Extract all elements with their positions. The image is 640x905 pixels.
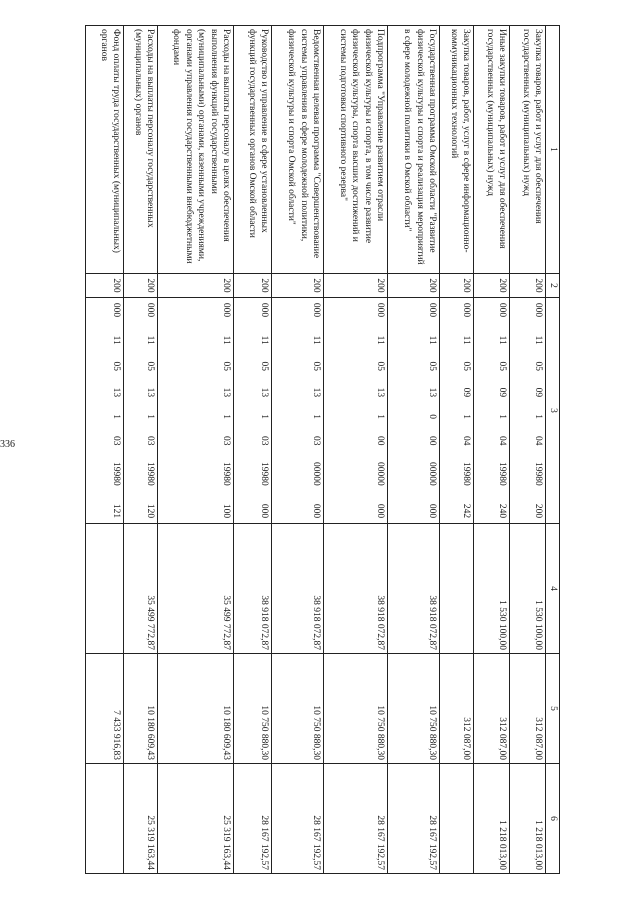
row-name: Закупка товаров, работ и услуг для обеспечения государственных (муниципальных) нужд (510, 26, 546, 274)
code-part: 03 (221, 435, 232, 446)
code-part: 05 (145, 361, 156, 372)
classification-code (460, 301, 473, 520)
classification-code (110, 301, 123, 520)
code-part: 11 (497, 335, 508, 345)
row-amount-col4: 35 499 772,87 (158, 524, 234, 654)
row-amount-col6: 25 319 163,44 (158, 764, 234, 874)
code-part: 11 (221, 335, 232, 345)
code-part: 1 (145, 414, 156, 419)
row-classification-code (158, 298, 234, 524)
row-classification-code (510, 298, 546, 524)
code-part: 13 (311, 387, 322, 398)
code-part: 00000 (375, 461, 386, 486)
row-amount-col5: 312 087,00 (440, 654, 474, 764)
code-part: 000 (461, 302, 472, 318)
row-amount-col6: 28 167 192,57 (234, 764, 272, 874)
code-part: 000 (221, 302, 232, 318)
row-admin-code: 200 (158, 274, 234, 298)
row-classification-code (124, 298, 158, 524)
code-part: 11 (111, 335, 122, 345)
row-classification-code (474, 298, 510, 524)
code-part: 19980 (145, 461, 156, 486)
code-part: 19980 (221, 461, 232, 486)
code-part: 19980 (111, 461, 122, 486)
row-name: Государственная программа Омской области "Развитие физической культуры и спорта и реализация мероприятий в сфере молодежной политики в Омской области" (388, 26, 440, 274)
code-part: 13 (375, 387, 386, 398)
code-part: 11 (461, 335, 472, 345)
code-part: 05 (427, 361, 438, 372)
row-name: Руководство и управление в сфере установленных функций государственных органов Омской области (234, 26, 272, 274)
row-amount-col5: 312 087,00 (510, 654, 546, 764)
row-amount-col4: 35 499 772,87 (124, 524, 158, 654)
code-part: 00000 (427, 461, 438, 486)
code-part: 19980 (461, 461, 472, 486)
table-row (272, 26, 324, 874)
row-admin-code: 200 (510, 274, 546, 298)
row-amount-col4: 1 530 100,00 (510, 524, 546, 654)
row-name: Закупка товаров, работ, услуг в сфере информационно-коммуникационных технологий (440, 26, 474, 274)
code-part: 05 (311, 361, 322, 372)
code-part: 05 (461, 361, 472, 372)
code-part: 09 (533, 387, 544, 398)
code-part: 100 (221, 503, 232, 519)
code-part: 120 (145, 503, 156, 519)
code-part: 000 (145, 302, 156, 318)
row-admin-code: 200 (124, 274, 158, 298)
code-part: 13 (221, 387, 232, 398)
code-part: 00000 (311, 461, 322, 486)
page-number: 336 (0, 439, 15, 450)
table-row (510, 26, 546, 874)
classification-code (532, 301, 545, 520)
code-part: 03 (145, 435, 156, 446)
code-part: 000 (427, 503, 438, 519)
code-part: 1 (461, 414, 472, 419)
row-amount-col5: 10 180 609,43 (158, 654, 234, 764)
row-amount-col4 (86, 524, 124, 654)
table-row (474, 26, 510, 874)
row-classification-code (440, 298, 474, 524)
code-part: 05 (259, 361, 270, 372)
code-part: 1 (375, 414, 386, 419)
code-part: 19980 (497, 461, 508, 486)
column-header-3: 3 (546, 298, 560, 524)
column-header-row (546, 26, 560, 874)
code-part: 09 (461, 387, 472, 398)
code-part: 11 (259, 335, 270, 345)
code-part: 000 (427, 302, 438, 318)
row-amount-col6: 28 167 192,57 (388, 764, 440, 874)
row-amount-col5: 10 750 880,30 (388, 654, 440, 764)
budget-table-sheet (76, 25, 560, 873)
code-part: 05 (533, 361, 544, 372)
row-amount-col4: 38 918 072,87 (324, 524, 388, 654)
code-part: 00 (375, 435, 386, 446)
row-admin-code: 200 (324, 274, 388, 298)
code-part: 03 (111, 435, 122, 446)
code-part: 11 (311, 335, 322, 345)
row-admin-code: 200 (272, 274, 324, 298)
code-part: 19980 (259, 461, 270, 486)
row-amount-col6 (440, 764, 474, 874)
row-name: Иные закупки товаров, работ и услуг для обеспечения государственных (муниципальных) нужд (474, 26, 510, 274)
code-part: 05 (375, 361, 386, 372)
row-admin-code: 200 (474, 274, 510, 298)
row-amount-col6: 28 167 192,57 (272, 764, 324, 874)
row-amount-col5: 10 750 880,30 (234, 654, 272, 764)
classification-code (496, 301, 509, 520)
code-part: 11 (533, 335, 544, 345)
code-part: 03 (259, 435, 270, 446)
code-part: 03 (311, 435, 322, 446)
row-amount-col4 (440, 524, 474, 654)
classification-code (220, 301, 233, 520)
row-amount-col4: 1 530 100,00 (474, 524, 510, 654)
code-part: 000 (375, 503, 386, 519)
row-amount-col6: 1 218 013,00 (510, 764, 546, 874)
code-part: 1 (221, 414, 232, 419)
row-name: Ведомственная целевая программа "Совершенствование системы управления в сфере молодежной политики, физической культуры и спорта Омской области" (272, 26, 324, 274)
code-part: 04 (497, 435, 508, 446)
code-part: 000 (311, 302, 322, 318)
classification-code (426, 301, 439, 520)
row-amount-col5: 10 750 880,30 (324, 654, 388, 764)
table-row (234, 26, 272, 874)
code-part: 0 (427, 414, 438, 419)
column-header-5: 5 (546, 654, 560, 764)
classification-code (374, 301, 387, 520)
code-part: 09 (497, 387, 508, 398)
code-part: 000 (497, 302, 508, 318)
code-part: 11 (145, 335, 156, 345)
column-header-1: 1 (546, 26, 560, 274)
code-part: 04 (461, 435, 472, 446)
table-row (324, 26, 388, 874)
row-admin-code: 200 (234, 274, 272, 298)
code-part: 000 (111, 302, 122, 318)
row-amount-col6 (86, 764, 124, 874)
row-admin-code: 200 (440, 274, 474, 298)
code-part: 000 (311, 503, 322, 519)
row-amount-col4: 38 918 072,87 (234, 524, 272, 654)
code-part: 000 (259, 302, 270, 318)
row-classification-code (388, 298, 440, 524)
row-admin-code: 200 (86, 274, 124, 298)
code-part: 05 (221, 361, 232, 372)
row-name: Расходы на выплаты персоналу в целях обеспечения выполнения функций государственными (муниципальными) органами, казенными учреждениями, органами управления государственными внебюджетными фондами (158, 26, 234, 274)
code-part: 121 (111, 503, 122, 519)
code-part: 04 (533, 435, 544, 446)
code-part: 13 (145, 387, 156, 398)
row-amount-col6: 25 319 163,44 (124, 764, 158, 874)
row-amount-col5: 312 087,00 (474, 654, 510, 764)
code-part: 1 (497, 414, 508, 419)
row-name: Подпрограмма "Управление развитием отрасли физической культуры и спорта, в том числе развитие физической культуры, спорта высших достижений и системы подготовки спортивного резерва" (324, 26, 388, 274)
row-admin-code: 200 (388, 274, 440, 298)
row-name: Расходы на выплаты персоналу государственных (муниципальных) органов (124, 26, 158, 274)
classification-code (310, 301, 323, 520)
code-part: 1 (311, 414, 322, 419)
row-classification-code (86, 298, 124, 524)
code-part: 13 (427, 387, 438, 398)
column-header-4: 4 (546, 524, 560, 654)
code-part: 13 (111, 387, 122, 398)
row-name: Фонд оплаты труда государственных (муниципальных) органов (86, 26, 124, 274)
code-part: 00 (427, 435, 438, 446)
budget-table-body (86, 26, 560, 874)
code-part: 242 (461, 503, 472, 519)
row-amount-col6: 1 218 013,00 (474, 764, 510, 874)
code-part: 1 (259, 414, 270, 419)
code-part: 240 (497, 503, 508, 519)
code-part: 13 (259, 387, 270, 398)
table-row (388, 26, 440, 874)
classification-code (144, 301, 157, 520)
column-header-2: 2 (546, 274, 560, 298)
column-header-6: 6 (546, 764, 560, 874)
row-classification-code (272, 298, 324, 524)
code-part: 000 (375, 302, 386, 318)
budget-table (86, 25, 561, 874)
code-part: 200 (533, 503, 544, 519)
code-part: 000 (259, 503, 270, 519)
table-row (124, 26, 158, 874)
row-amount-col5: 10 750 880,30 (272, 654, 324, 764)
row-amount-col4: 38 918 072,87 (388, 524, 440, 654)
code-part: 11 (375, 335, 386, 345)
classification-code (258, 301, 271, 520)
table-row (86, 26, 124, 874)
table-row (440, 26, 474, 874)
row-amount-col4: 38 918 072,87 (272, 524, 324, 654)
code-part: 05 (497, 361, 508, 372)
code-part: 000 (533, 302, 544, 318)
code-part: 1 (533, 414, 544, 419)
row-amount-col5: 10 180 609,43 (124, 654, 158, 764)
code-part: 1 (111, 414, 122, 419)
table-row (158, 26, 234, 874)
row-classification-code (234, 298, 272, 524)
row-amount-col6: 28 167 192,57 (324, 764, 388, 874)
code-part: 11 (427, 335, 438, 345)
row-amount-col5: 7 433 916,83 (86, 654, 124, 764)
code-part: 19980 (533, 461, 544, 486)
row-classification-code (324, 298, 388, 524)
code-part: 05 (111, 361, 122, 372)
